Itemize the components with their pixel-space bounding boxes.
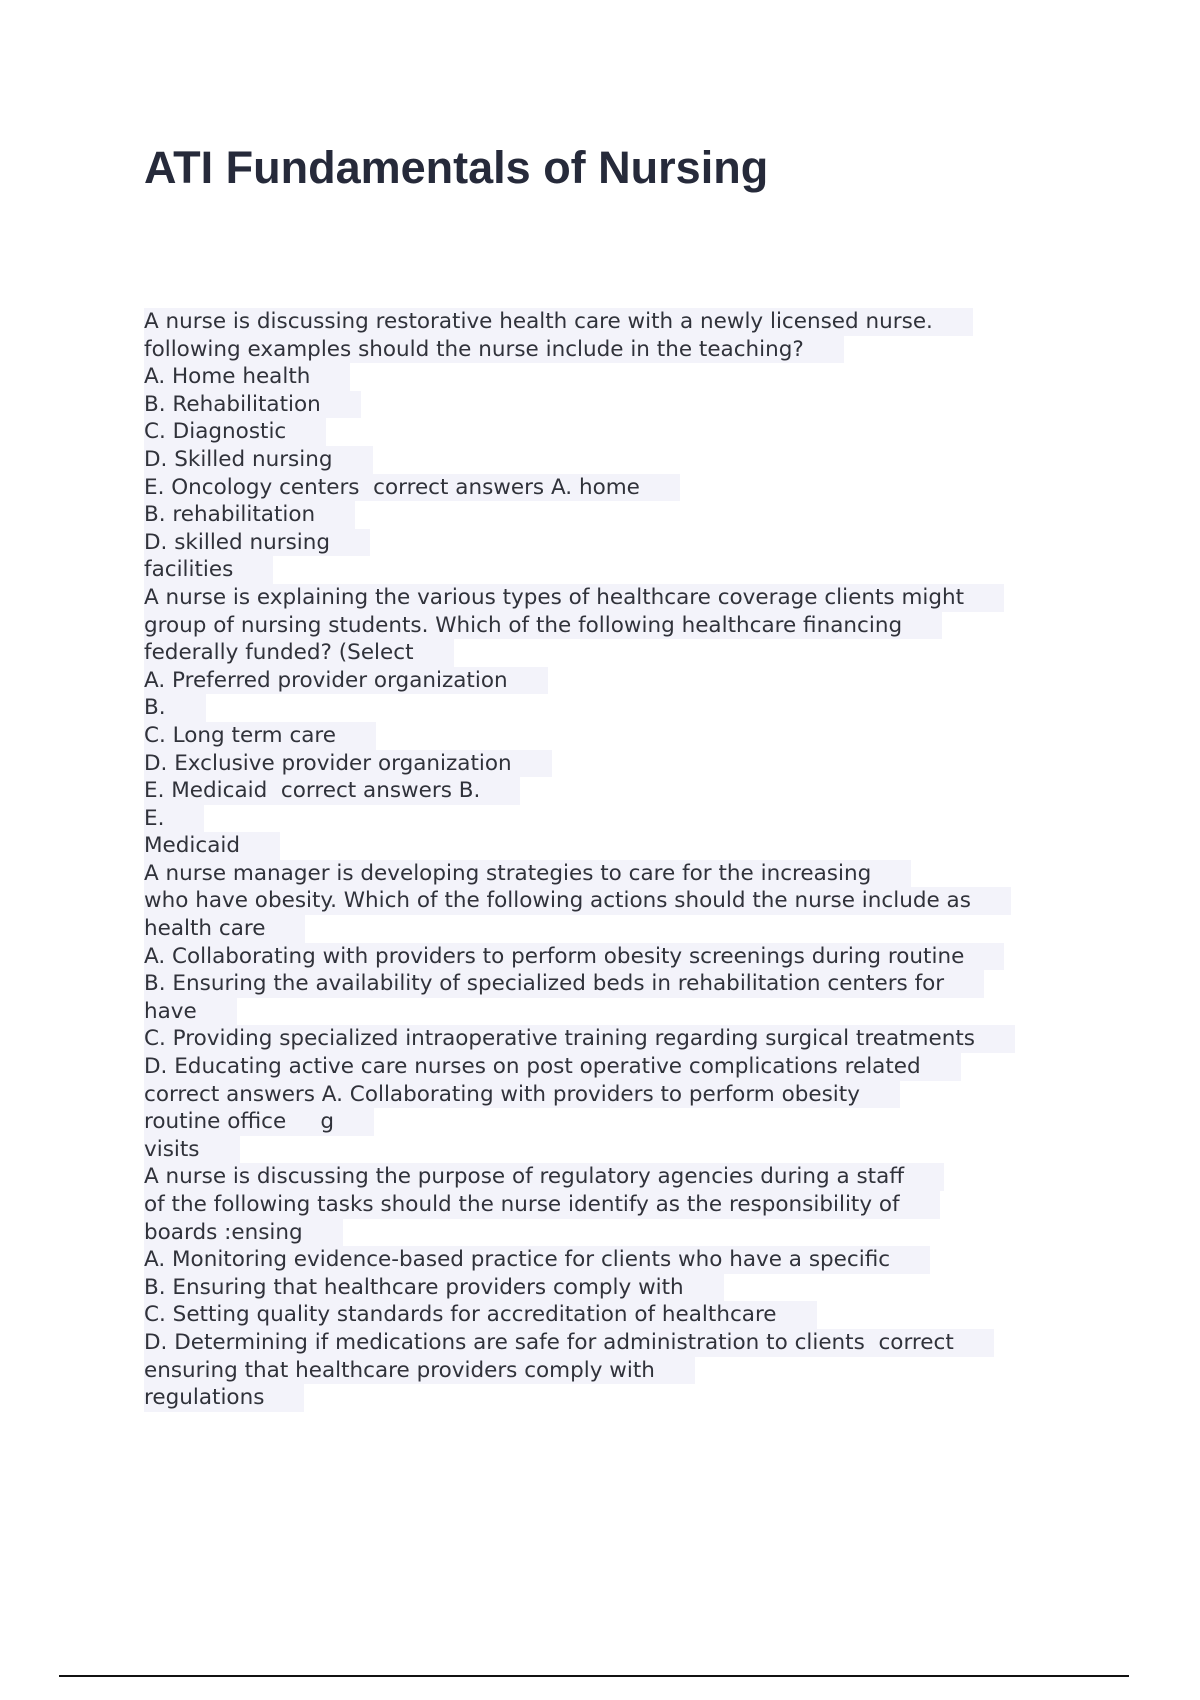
- text-line-content: correct answers A. Collaborating with providers to perform obesity: [144, 1081, 900, 1109]
- text-line: [144, 1163, 1074, 1191]
- text-line-content: E.: [144, 805, 204, 833]
- text-line: [144, 529, 1074, 557]
- text-line-content: federally funded? (Select: [144, 639, 454, 667]
- text-line: [144, 970, 1074, 998]
- text-line-content: B. Ensuring that healthcare providers comply with: [144, 1274, 724, 1302]
- text-line-content: ensuring that healthcare providers comply with: [144, 1357, 695, 1385]
- text-line-content: routine office g: [144, 1108, 374, 1136]
- text-line: [144, 1384, 1074, 1412]
- text-line-content: visits: [144, 1136, 240, 1164]
- text-line-content: Medicaid: [144, 832, 280, 860]
- text-line-content: C. Diagnostic: [144, 418, 326, 446]
- text-line: [144, 722, 1074, 750]
- text-line: [144, 694, 1074, 722]
- text-line: [144, 777, 1074, 805]
- text-line-content: D. Determining if medications are safe for administration to clients correct: [144, 1329, 994, 1357]
- text-line-content: E. Medicaid correct answers B.: [144, 777, 520, 805]
- text-line: [144, 998, 1074, 1026]
- text-line: [144, 860, 1074, 888]
- text-line-content: C. Long term care: [144, 722, 376, 750]
- footer-divider: [59, 1675, 1129, 1677]
- text-line: [144, 584, 1074, 612]
- text-line: [144, 1246, 1074, 1274]
- text-line: [144, 1053, 1074, 1081]
- text-line-content: health care: [144, 915, 305, 943]
- text-line: [144, 887, 1074, 915]
- text-line-content: A. Home health: [144, 363, 350, 391]
- text-line: [144, 308, 1074, 336]
- text-line-content: A nurse is discussing restorative health care with a newly licensed nurse.: [144, 308, 973, 336]
- text-line: [144, 1081, 1074, 1109]
- text-line: [144, 1357, 1074, 1385]
- text-line: [144, 1136, 1074, 1164]
- text-line: [144, 639, 1074, 667]
- text-line: [144, 1219, 1074, 1247]
- document-title: ATI Fundamentals of Nursing: [144, 142, 769, 193]
- text-line: [144, 612, 1074, 640]
- text-line: [144, 832, 1074, 860]
- text-line-content: B. Rehabilitation: [144, 391, 361, 419]
- text-line: [144, 1329, 1074, 1357]
- text-line: [144, 915, 1074, 943]
- text-line: [144, 805, 1074, 833]
- text-line-content: A. Collaborating with providers to perform obesity screenings during routine: [144, 943, 1004, 971]
- text-line: [144, 1025, 1074, 1053]
- text-line: [144, 501, 1074, 529]
- text-line-content: D. Exclusive provider organization: [144, 750, 552, 778]
- text-line-content: E. Oncology centers correct answers A. home: [144, 474, 680, 502]
- text-line: [144, 667, 1074, 695]
- text-line-content: facilities: [144, 556, 273, 584]
- text-line-content: of the following tasks should the nurse identify as the responsibility of: [144, 1191, 940, 1219]
- text-line-content: B. Ensuring the availability of specialized beds in rehabilitation centers for: [144, 970, 984, 998]
- text-line-content: A nurse is explaining the various types of healthcare coverage clients might: [144, 584, 1004, 612]
- text-line-content: D. skilled nursing: [144, 529, 370, 557]
- text-line-content: B.: [144, 694, 206, 722]
- text-line-content: boards :ensing: [144, 1219, 343, 1247]
- text-line: [144, 446, 1074, 474]
- text-line: [144, 556, 1074, 584]
- text-line-content: A. Monitoring evidence-based practice for clients who have a specific: [144, 1246, 930, 1274]
- document-body: [144, 308, 1074, 1412]
- text-line-content: have: [144, 998, 237, 1026]
- text-line-content: A nurse is discussing the purpose of regulatory agencies during a staff: [144, 1163, 944, 1191]
- text-line: [144, 336, 1074, 364]
- text-line: [144, 391, 1074, 419]
- text-line: [144, 418, 1074, 446]
- text-line: [144, 1108, 1074, 1136]
- text-line: [144, 1274, 1074, 1302]
- text-line: [144, 1301, 1074, 1329]
- text-line-content: who have obesity. Which of the following actions should the nurse include as: [144, 887, 1011, 915]
- text-line-content: A. Preferred provider organization: [144, 667, 548, 695]
- text-line-content: D. Educating active care nurses on post operative complications related: [144, 1053, 961, 1081]
- text-line-content: C. Setting quality standards for accreditation of healthcare: [144, 1301, 817, 1329]
- text-line-content: following examples should the nurse include in the teaching?: [144, 336, 844, 364]
- text-line-content: B. rehabilitation: [144, 501, 355, 529]
- text-line: [144, 474, 1074, 502]
- text-line-content: D. Skilled nursing: [144, 446, 373, 474]
- text-line: [144, 363, 1074, 391]
- text-line-content: regulations: [144, 1384, 304, 1412]
- text-line: [144, 750, 1074, 778]
- text-line-content: A nurse manager is developing strategies to care for the increasing: [144, 860, 911, 888]
- text-line-content: C. Providing specialized intraoperative training regarding surgical treatments: [144, 1025, 1015, 1053]
- text-line: [144, 943, 1074, 971]
- text-line: [144, 1191, 1074, 1219]
- text-line-content: group of nursing students. Which of the following healthcare financing: [144, 612, 942, 640]
